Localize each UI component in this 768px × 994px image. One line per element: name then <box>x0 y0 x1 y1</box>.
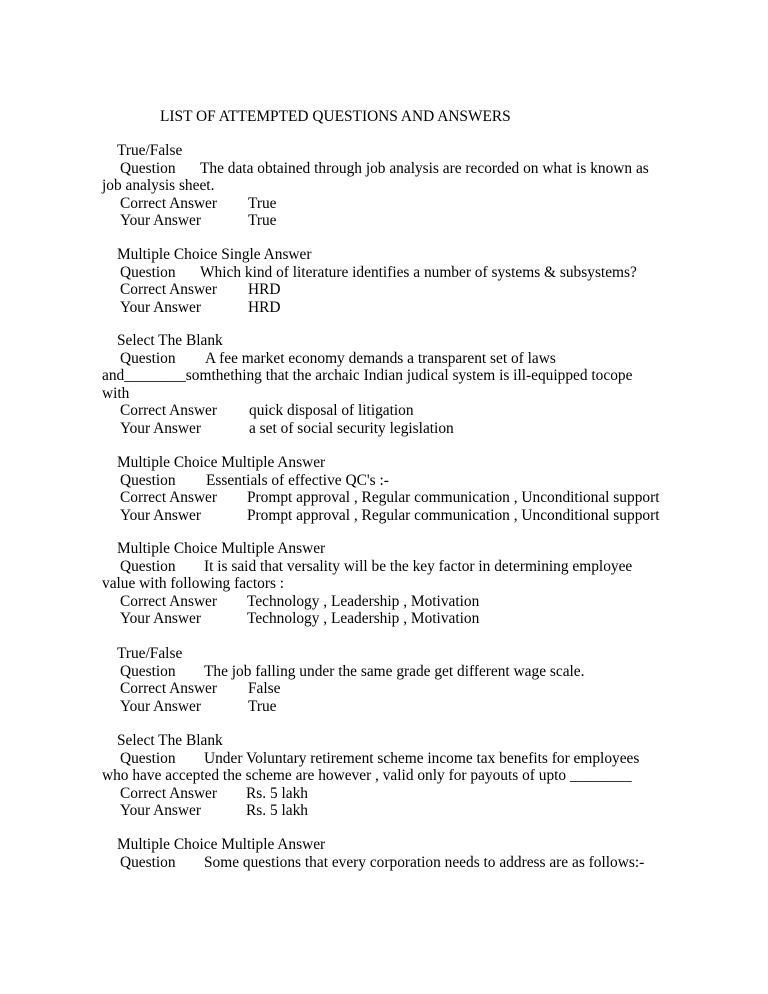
question-block <box>102 540 690 628</box>
question-text: Under Voluntary retirement scheme income tax benefits for employees <box>204 749 640 767</box>
question-block <box>102 332 690 437</box>
correct-answer-row <box>110 281 690 299</box>
question-block <box>110 246 690 316</box>
your-answer-value: a set of social security legislation <box>249 419 454 437</box>
question-text: A fee market economy demands a transparent set of laws <box>205 349 556 367</box>
question-type: Multiple Choice Single Answer <box>117 246 312 263</box>
your-answer-label: Your Answer <box>120 802 201 819</box>
your-answer-row <box>110 299 690 317</box>
correct-answer-row <box>110 402 690 420</box>
correct-answer-value: HRD <box>248 281 281 298</box>
question-block <box>110 836 690 871</box>
correct-answer-label: Correct Answer <box>120 402 218 419</box>
your-answer-row <box>110 802 690 820</box>
your-answer-row <box>110 420 690 438</box>
question-label: Question <box>120 159 176 177</box>
correct-answer-value: quick disposal of litigation <box>249 402 414 419</box>
question-text: Essentials of effective QC's :- <box>206 471 389 489</box>
your-answer-row <box>110 507 690 525</box>
correct-answer-label: Correct Answer <box>120 194 218 212</box>
your-answer-row <box>110 698 690 716</box>
page-title: LIST OF ATTEMPTED QUESTIONS AND ANSWERS <box>160 108 511 125</box>
question-line <box>110 663 690 681</box>
correct-answer-row <box>110 593 690 611</box>
correct-answer-label: Correct Answer <box>120 784 218 802</box>
question-type: Select The Blank <box>117 732 223 749</box>
correct-answer-label: Correct Answer <box>120 489 218 506</box>
question-type: Multiple Choice Multiple Answer <box>117 454 326 471</box>
question-text-continued: value with following factors : <box>102 575 285 592</box>
question-label: Question <box>120 662 176 680</box>
question-text: The job falling under the same grade get different wage scale. <box>204 662 585 680</box>
question-line <box>110 854 690 872</box>
your-answer-label: Your Answer <box>120 506 201 524</box>
your-answer-label: Your Answer <box>120 610 201 627</box>
correct-answer-row <box>110 489 690 507</box>
question-text-continued: with <box>102 384 130 402</box>
question-label: Question <box>120 349 176 367</box>
your-answer-label: Your Answer <box>120 697 201 715</box>
question-text: The data obtained through job analysis are recorded on what is known as <box>200 159 649 177</box>
correct-answer-value: Technology , Leadership , Motivation <box>247 592 480 610</box>
correct-answer-row <box>110 680 690 698</box>
question-line <box>110 472 690 490</box>
correct-answer-value: True <box>248 194 277 212</box>
question-label: Question <box>120 853 176 871</box>
your-answer-row <box>110 610 690 628</box>
correct-answer-value: False <box>248 680 281 697</box>
your-answer-label: Your Answer <box>120 212 201 229</box>
question-label: Question <box>120 557 176 575</box>
your-answer-label: Your Answer <box>120 298 201 316</box>
question-label: Question <box>120 471 176 489</box>
question-block <box>110 454 690 524</box>
question-type: True/False <box>117 645 183 662</box>
your-answer-value: Technology , Leadership , Motivation <box>247 610 480 627</box>
your-answer-value: Prompt approval , Regular communication , Unconditional support <box>247 506 660 524</box>
question-line <box>110 160 690 178</box>
your-answer-value: Rs. 5 lakh <box>246 802 308 819</box>
correct-answer-value: Prompt approval , Regular communication , Unconditional support <box>247 489 660 506</box>
question-text: It is said that versality will be the key factor in determining employee <box>204 557 633 575</box>
question-block <box>102 142 690 230</box>
question-text-continued: who have accepted the scheme are however , valid only for payouts of upto ________ <box>102 767 632 784</box>
question-block <box>102 732 690 820</box>
question-text: Which kind of literature identifies a number of systems & subsystems? <box>200 263 637 281</box>
correct-answer-label: Correct Answer <box>120 281 218 298</box>
question-type: Multiple Choice Multiple Answer <box>117 836 326 853</box>
question-line <box>110 750 690 768</box>
question-type: True/False <box>117 142 183 159</box>
correct-answer-row <box>110 785 690 803</box>
question-label: Question <box>120 263 176 281</box>
question-type: Select The Blank <box>117 332 223 349</box>
question-line <box>110 558 690 576</box>
correct-answer-row <box>110 195 690 213</box>
question-text-continued: job analysis sheet. <box>102 177 215 194</box>
question-label: Question <box>120 749 176 767</box>
your-answer-row <box>110 212 690 230</box>
question-block <box>110 645 690 715</box>
correct-answer-value: Rs. 5 lakh <box>246 784 308 802</box>
your-answer-value: True <box>248 212 277 229</box>
correct-answer-label: Correct Answer <box>120 680 218 697</box>
question-text-continued: and________somthething that the archaic Indian judical system is ill-equipped tocope <box>102 367 633 384</box>
question-line <box>110 264 690 282</box>
correct-answer-label: Correct Answer <box>120 592 218 610</box>
your-answer-label: Your Answer <box>120 419 201 437</box>
your-answer-value: HRD <box>248 298 281 316</box>
question-text: Some questions that every corporation needs to address are as follows:- <box>204 853 645 871</box>
question-line <box>110 350 690 368</box>
question-type: Multiple Choice Multiple Answer <box>117 540 326 557</box>
your-answer-value: True <box>248 697 277 715</box>
